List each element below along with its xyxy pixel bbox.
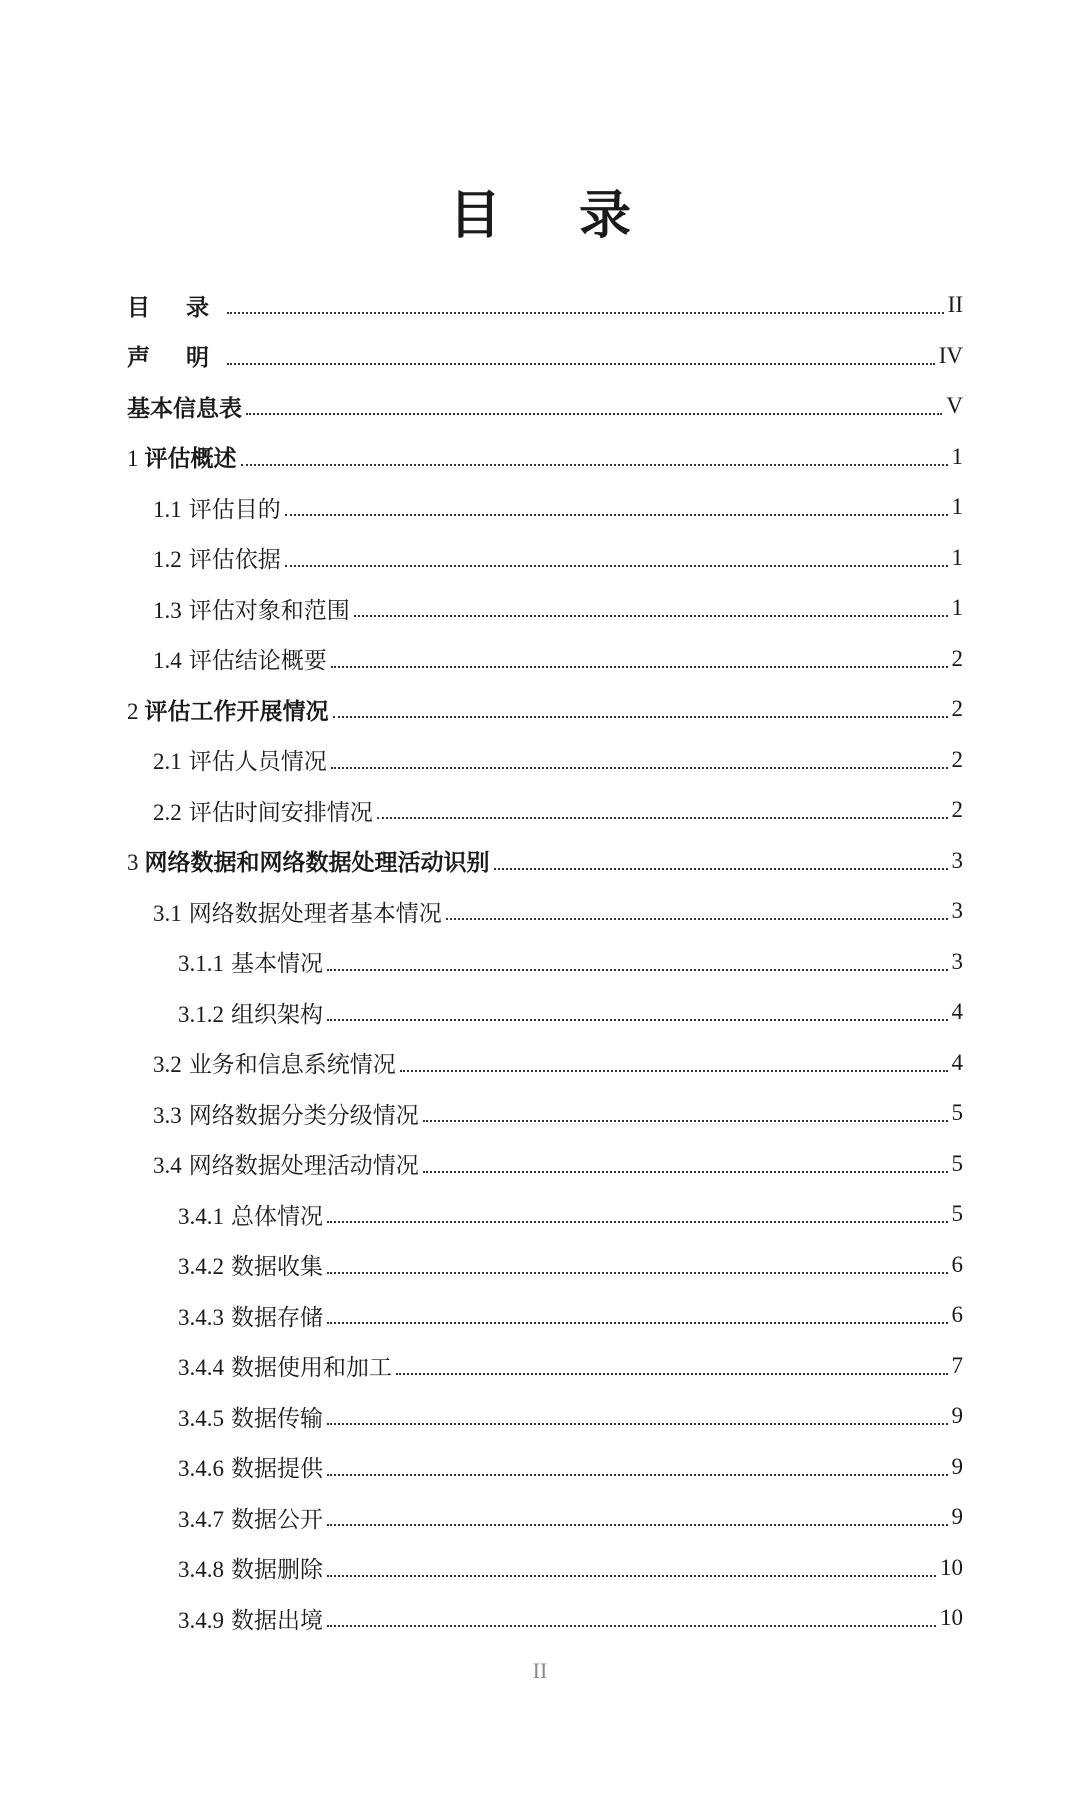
toc-entry-title: 评估依据 (188, 547, 281, 574)
toc-entry-number: 3.4.7 (178, 1506, 224, 1532)
dot-leader (327, 969, 948, 971)
dot-leader (227, 312, 944, 314)
toc-entry-number: 3.4.4 (178, 1355, 224, 1381)
dot-leader (327, 1322, 948, 1324)
toc-entry-page: 4 (951, 999, 963, 1025)
toc-entry-text (127, 390, 242, 423)
dot-leader (333, 716, 948, 718)
toc-entry-title: 评估工作开展情况 (144, 698, 329, 725)
dot-leader (377, 817, 948, 819)
toc-entry[interactable] (0, 1492, 1080, 1543)
toc-entry-title: 评估结论概要 (188, 648, 327, 675)
toc-entry[interactable] (0, 432, 1080, 483)
toc-entry[interactable] (0, 937, 1080, 988)
toc-entry-page: 1 (951, 595, 963, 621)
dot-leader (331, 666, 948, 668)
toc-entry-page: 10 (940, 1605, 963, 1631)
toc-entry-text (178, 945, 323, 978)
toc-entry[interactable] (0, 1391, 1080, 1442)
toc-entry-page: 1 (951, 443, 963, 469)
toc-entry[interactable] (0, 482, 1080, 533)
toc-entry[interactable] (0, 583, 1080, 634)
toc-entry-text (127, 440, 237, 473)
toc-entry-text (153, 1046, 396, 1079)
toc-entry-title: 基本情况 (231, 951, 323, 978)
toc-entry-title: 基本信息表 (127, 395, 242, 422)
toc-entry-title: 组织架构 (231, 1001, 323, 1028)
toc-entry[interactable] (0, 1593, 1080, 1644)
toc-entry-text (178, 1551, 323, 1584)
toc-entry-page: II (947, 292, 963, 318)
toc-entry-number: 1.3 (153, 597, 182, 623)
toc-entry[interactable] (0, 785, 1080, 836)
toc-entry[interactable] (0, 381, 1080, 432)
toc-entry-number: 3.4.8 (178, 1557, 224, 1583)
toc-entry-text (178, 1400, 323, 1433)
dot-leader (241, 464, 948, 466)
dot-leader (327, 1474, 948, 1476)
dot-leader (327, 1221, 948, 1223)
dot-leader (327, 1625, 936, 1627)
toc-entry-page: 10 (940, 1554, 963, 1580)
toc-entry-page: 4 (951, 1049, 963, 1075)
toc-entry-number: 3.4.1 (178, 1203, 224, 1229)
toc-entry-text (178, 1602, 323, 1635)
toc-entry-page: 5 (951, 1201, 963, 1227)
toc-entry-number: 3.2 (153, 1052, 182, 1078)
toc-entry-text (178, 1349, 392, 1382)
dot-leader (423, 1171, 948, 1173)
dot-leader (354, 615, 948, 617)
toc-entry[interactable] (0, 1442, 1080, 1493)
toc-entry-title: 业务和信息系统情况 (188, 1052, 396, 1079)
toc-entry-text (178, 1450, 323, 1483)
toc-entry-number: 2.2 (153, 799, 182, 825)
toc-entry-page: 9 (951, 1453, 963, 1479)
toc-entry-number: 3.1.1 (178, 951, 224, 977)
toc-entry-title: 数据使用和加工 (231, 1355, 392, 1382)
toc-entry-text (153, 592, 350, 625)
toc-entry-text (127, 289, 223, 322)
toc-entry[interactable] (0, 331, 1080, 382)
toc-entry-page: 3 (951, 948, 963, 974)
toc-entry-number: 1 (127, 446, 139, 472)
table-of-contents (0, 280, 1080, 1644)
toc-entry-title: 数据收集 (231, 1254, 323, 1281)
toc-entry-text (127, 844, 490, 877)
toc-entry[interactable] (0, 1139, 1080, 1190)
toc-entry-page: 6 (951, 1302, 963, 1328)
toc-entry-page: 9 (951, 1504, 963, 1530)
toc-entry-number: 3.1 (153, 900, 182, 926)
toc-entry-title: 数据提供 (231, 1456, 323, 1483)
toc-entry-number: 3 (127, 850, 139, 876)
toc-entry-title: 评估时间安排情况 (188, 799, 373, 826)
toc-entry-number: 3.4.3 (178, 1304, 224, 1330)
toc-entry-title: 声 明 (127, 345, 224, 372)
dot-leader (396, 1373, 948, 1375)
toc-entry[interactable] (0, 634, 1080, 685)
toc-entry-number: 2 (127, 698, 139, 724)
toc-entry-page: 1 (951, 494, 963, 520)
dot-leader (327, 1019, 948, 1021)
toc-entry[interactable] (0, 987, 1080, 1038)
toc-entry-number: 2.1 (153, 749, 182, 775)
toc-entry[interactable] (0, 1290, 1080, 1341)
dot-leader (285, 565, 948, 567)
toc-entry-title: 网络数据处理活动情况 (188, 1153, 419, 1180)
toc-entry-page: 5 (951, 1100, 963, 1126)
toc-entry[interactable] (0, 533, 1080, 584)
toc-entry-title: 评估对象和范围 (188, 597, 350, 624)
toc-entry[interactable] (0, 1088, 1080, 1139)
toc-entry-page: 2 (951, 696, 963, 722)
toc-entry-number: 1.4 (153, 648, 182, 674)
toc-entry-text (153, 541, 281, 574)
toc-entry-text (178, 1198, 323, 1231)
dot-leader (331, 767, 948, 769)
toc-entry-text (178, 1299, 323, 1332)
dot-leader (446, 918, 948, 920)
dot-leader (423, 1120, 948, 1122)
dot-leader (327, 1272, 948, 1274)
toc-entry-page: 3 (951, 847, 963, 873)
toc-entry[interactable] (0, 886, 1080, 937)
toc-entry-number: 3.4.6 (178, 1456, 224, 1482)
toc-entry-title: 网络数据分类分级情况 (188, 1102, 419, 1129)
toc-entry-title: 评估目的 (188, 496, 281, 523)
toc-entry-text (178, 996, 323, 1029)
toc-entry-page: 2 (951, 746, 963, 772)
toc-entry-text (153, 794, 373, 827)
page-title: 目 录 (448, 186, 662, 246)
toc-entry-number: 3.4.2 (178, 1254, 224, 1280)
dot-leader (494, 868, 948, 870)
toc-entry-text (153, 895, 442, 928)
toc-entry[interactable] (0, 1038, 1080, 1089)
toc-entry-number: 3.3 (153, 1102, 182, 1128)
toc-entry-text (153, 491, 281, 524)
dot-leader (285, 514, 948, 516)
toc-entry-text (178, 1248, 323, 1281)
toc-entry-text (153, 642, 327, 675)
toc-entry-text (153, 743, 327, 776)
toc-entry-number: 1.2 (153, 547, 182, 573)
toc-entry-page: V (946, 393, 963, 419)
toc-entry-text (127, 693, 329, 726)
toc-entry-number: 3.1.2 (178, 1001, 224, 1027)
toc-entry-title: 网络数据处理者基本情况 (188, 900, 442, 927)
dot-leader (327, 1575, 936, 1577)
toc-entry-title: 目 录 (127, 294, 224, 321)
toc-entry-text (153, 1097, 419, 1130)
toc-entry-page: 5 (951, 1150, 963, 1176)
toc-entry-page: 6 (951, 1251, 963, 1277)
toc-entry-number: 1.1 (153, 496, 182, 522)
toc-entry[interactable] (0, 735, 1080, 786)
toc-entry-number: 3.4.5 (178, 1405, 224, 1431)
toc-entry-title: 数据存储 (231, 1304, 323, 1331)
toc-entry[interactable] (0, 836, 1080, 887)
toc-entry-title: 总体情况 (231, 1203, 323, 1230)
toc-entry-page: 3 (951, 898, 963, 924)
toc-entry-page: 7 (951, 1352, 963, 1378)
dot-leader (246, 413, 942, 415)
dot-leader (327, 1524, 948, 1526)
toc-entry[interactable] (0, 280, 1080, 331)
toc-entry-page: 2 (951, 797, 963, 823)
toc-entry-title: 数据删除 (231, 1557, 323, 1584)
toc-entry[interactable] (0, 1543, 1080, 1594)
toc-entry-title: 网络数据和网络数据处理活动识别 (144, 850, 490, 877)
toc-entry-title: 数据出境 (231, 1607, 323, 1634)
toc-entry-text (127, 339, 223, 372)
toc-entry-title: 数据公开 (231, 1506, 323, 1533)
toc-entry[interactable] (0, 1341, 1080, 1392)
toc-entry-text (153, 1147, 419, 1180)
toc-entry-text (178, 1501, 323, 1534)
toc-entry[interactable] (0, 684, 1080, 735)
dot-leader (227, 363, 935, 365)
footer-page-number: II (532, 1658, 548, 1683)
dot-leader (400, 1070, 948, 1072)
toc-entry-number: 3.4.9 (178, 1607, 224, 1633)
toc-entry-title: 评估概述 (144, 446, 237, 473)
toc-entry-page: 9 (951, 1403, 963, 1429)
toc-entry-page: IV (938, 342, 963, 368)
toc-entry-title: 数据传输 (231, 1405, 323, 1432)
toc-entry[interactable] (0, 1189, 1080, 1240)
toc-entry[interactable] (0, 1240, 1080, 1291)
toc-entry-title: 评估人员情况 (188, 749, 327, 776)
toc-entry-page: 2 (951, 645, 963, 671)
dot-leader (327, 1423, 948, 1425)
toc-entry-number: 3.4 (153, 1153, 182, 1179)
toc-entry-page: 1 (951, 544, 963, 570)
